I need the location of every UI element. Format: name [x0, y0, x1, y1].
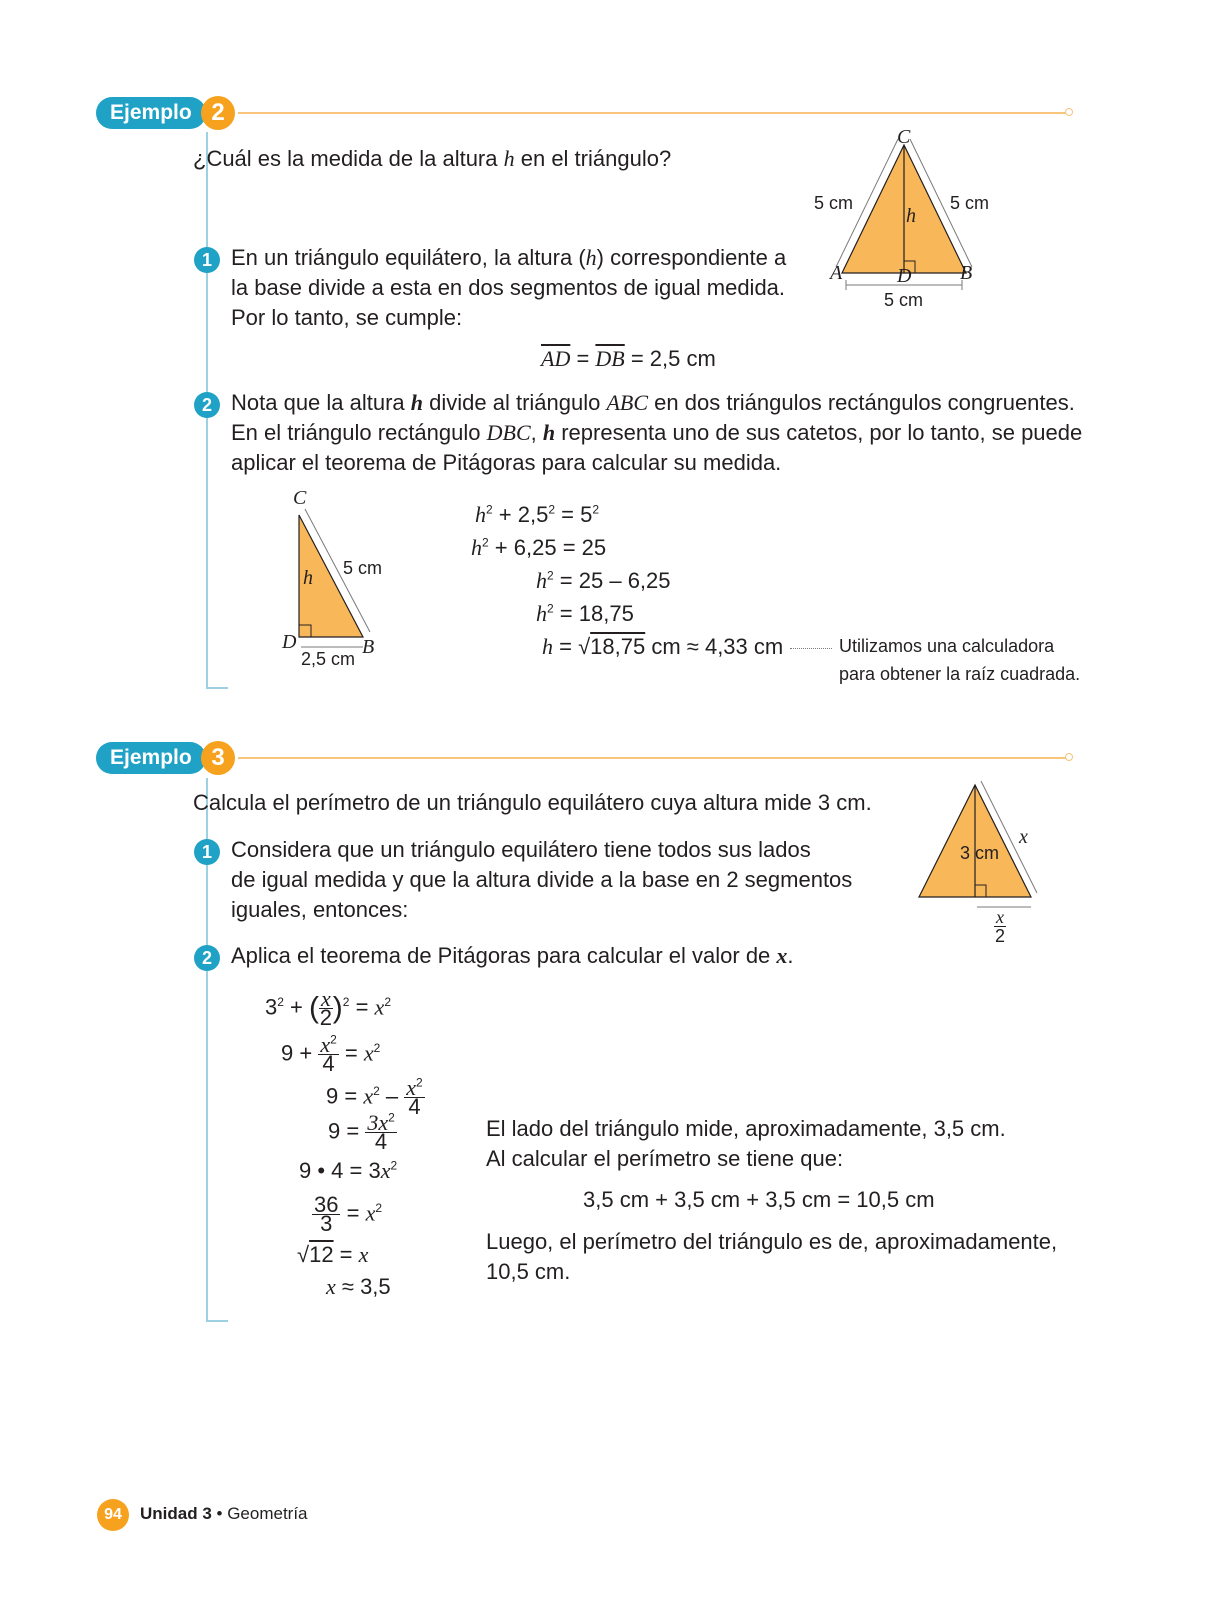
- e3-math-line-6: $\frac{36}{3}$ = $x^2$: [314, 1192, 383, 1236]
- ejemplo-3-rule: [238, 757, 1066, 759]
- e3-math-line-4: 9 = $\frac{3x^2}{4}$: [328, 1110, 395, 1154]
- ad-db-equation: $\overline{AD} = \overline{DB} = 2,5$ cm: [541, 346, 716, 371]
- e3-perimeter-equation: 3,5 cm + 3,5 cm + 3,5 cm = 10,5 cm: [583, 1187, 935, 1212]
- calculator-note: Utilizamos una calculadora para obtener la raíz cuadrada.: [839, 636, 1081, 684]
- rt-vertex-c-label: C: [293, 487, 307, 509]
- rt-hyp-label: 5 cm: [343, 558, 383, 578]
- ejemplo-3-question: Calcula el perímetro de un triángulo equilátero cuya altura mide 3 cm.: [193, 790, 872, 815]
- e3-math-line-2: 9 + $\frac{x^2}{4}$ = $x^2$: [281, 1032, 381, 1076]
- ejemplo-2-number: 2: [201, 96, 235, 130]
- e3-math-line-8: x ≈ 3,5: [326, 1274, 391, 1299]
- ejemplo-2-rule: [238, 112, 1066, 114]
- sqrt-symbol-2: √: [297, 1242, 310, 1267]
- e3-math-line-1: $3^2$ + ( $\frac{x}{2}$ )$^2 = x^2$: [265, 986, 391, 1030]
- vertex-d-label: D: [897, 265, 912, 287]
- vertex-a-label: A: [830, 262, 843, 284]
- e3-math-line-7: √12 = x: [297, 1242, 369, 1267]
- ejemplo-3-step-1-text: Considera que un triángulo equilátero tiene todos sus lados de igual medida y que la altura divide a la base en 2 segmentos iguales, entonces:: [231, 837, 853, 922]
- side-x-label: x: [1019, 826, 1028, 848]
- ejemplo-2-step-1-badge: 1: [194, 247, 220, 273]
- ejemplo-2-side-bar-foot: [206, 687, 228, 689]
- e3-math-line-5: 9 • $4 = 3x^2$: [299, 1158, 398, 1183]
- left-side-label: 5 cm: [814, 193, 854, 213]
- page-number: 94: [97, 1499, 129, 1531]
- ejemplo-2-step-2-badge: 2: [194, 392, 220, 418]
- ejemplo-2-step-2-text: Nota que la altura h divide al triángulo ABC en dos triángulos rectángulos congruentes. En el triángulo rectángulo DBC, h representa uno de sus catetos, por lo tanto, se puede aplicar el teorema de Pitágoras para calcular su medida.: [231, 390, 1083, 475]
- math-line-3: $h^2 = 25 - 6,25$: [536, 568, 671, 593]
- rt-vertex-d-label: D: [282, 631, 297, 653]
- rt-height-label: h: [303, 567, 313, 589]
- vertex-c-label: C: [897, 126, 911, 148]
- e3-math-line-3: $9 = x^2$ – $\frac{x^2}{4}$: [326, 1075, 423, 1119]
- math-line-1: $h^2 + 2,5^2 = 5^2$: [475, 502, 600, 527]
- height-3cm-label: 3 cm: [960, 843, 1000, 863]
- ejemplo-3-rule-end: [1065, 753, 1073, 761]
- ejemplo-3-side-bar-foot: [206, 1320, 228, 1322]
- vertex-b-label: B: [960, 262, 973, 284]
- ejemplo-2-step-1-text: En un triángulo equilátero, la altura (h) correspondiente a la base divide a esta en dos segmentos de igual medida. Por lo tanto, se cumple:: [231, 245, 787, 330]
- ejemplo-3-badge: Ejemplo: [96, 742, 206, 774]
- height-h-label: h: [906, 205, 916, 227]
- e3-result-text: El lado del triángulo mide, aproximadamente, 3,5 cm. Al calcular el perímetro se tiene que:: [486, 1116, 1006, 1171]
- ejemplo-3-step-2-text: Aplica el teorema de Pitágoras para calcular el valor de x.: [231, 943, 794, 968]
- right-side-label: 5 cm: [950, 193, 990, 213]
- ejemplo-2-badge: Ejemplo: [96, 97, 206, 129]
- footer-unit: Unidad 3 • Geometría: [140, 1504, 308, 1523]
- ejemplo-3-number: 3: [201, 741, 235, 775]
- note-leader: [790, 648, 832, 649]
- triangle-height-3-figure: [905, 775, 1055, 955]
- ejemplo-3-step-1-badge: 1: [194, 839, 220, 865]
- math-line-5: h = √18,75 cm ≈ 4,33 cm: [542, 634, 784, 659]
- e3-conclusion-text: Luego, el perímetro del triángulo es de, aproximadamente, 10,5 cm.: [486, 1229, 1058, 1284]
- half-base-label: $\frac{x}{2}$: [994, 907, 1005, 946]
- rt-base-label: 2,5 cm: [301, 649, 356, 669]
- base-label: 5 cm: [884, 290, 924, 310]
- right-triangle-figure: [285, 495, 395, 665]
- math-line-2: $h^2 + 6,25 = 25$: [471, 535, 607, 560]
- rt-vertex-b-label: B: [362, 636, 375, 658]
- sqrt-symbol: √: [578, 634, 591, 659]
- ejemplo-3-step-2-badge: 2: [194, 945, 220, 971]
- ejemplo-2-rule-end: [1065, 108, 1073, 116]
- math-line-4: $h^2 = 18,75$: [536, 601, 634, 626]
- ejemplo-2-question: ¿Cuál es la medida de la altura h en el triángulo?: [193, 146, 672, 171]
